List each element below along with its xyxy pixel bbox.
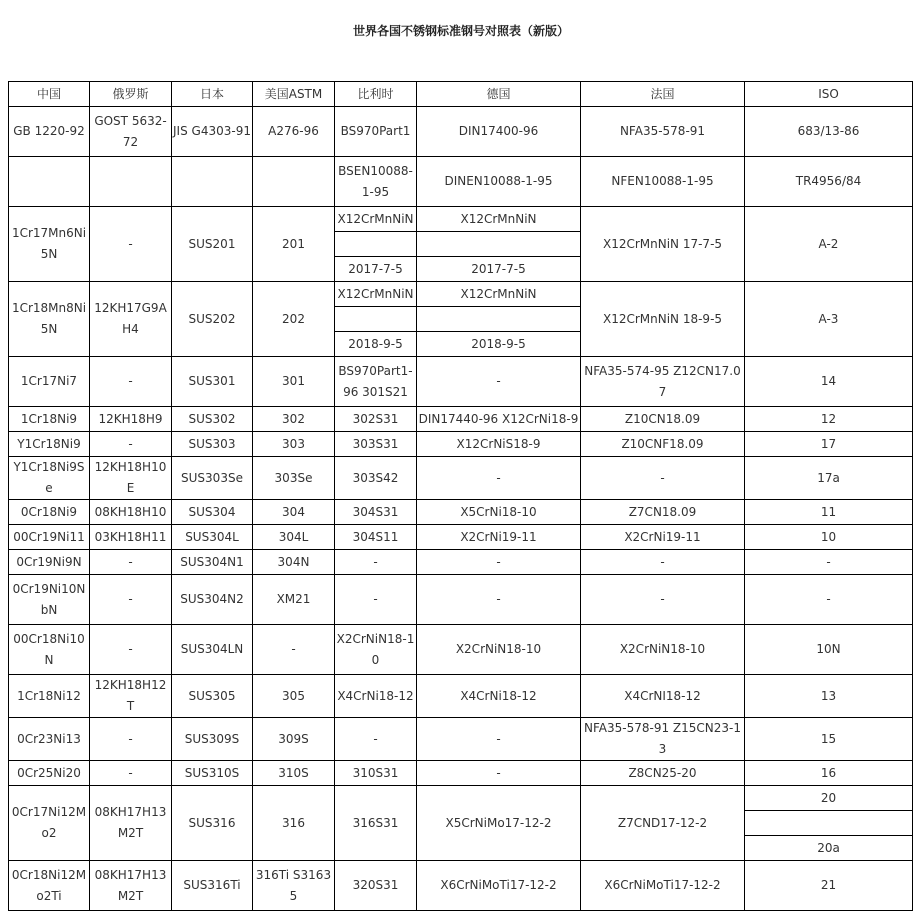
table-cell: 00Cr19Ni11 <box>9 525 90 550</box>
table-cell: X4CrNI18-12 <box>581 675 745 718</box>
table-cell <box>172 157 253 207</box>
table-cell: 12KH17G9AH4 <box>90 282 172 357</box>
table-cell: Z7CN18.09 <box>581 500 745 525</box>
table-cell: X5CrNi18-10 <box>417 500 581 525</box>
table-row <box>9 282 913 307</box>
table-cell: A276-96 <box>253 107 335 157</box>
table-cell: DINEN10088-1-95 <box>417 157 581 207</box>
table-cell: - <box>417 761 581 786</box>
header-cell-japan: 日本 <box>172 82 253 107</box>
table-cell: 11 <box>745 500 913 525</box>
table-cell: X4CrNi18-12 <box>335 675 417 718</box>
table-cell: 304L <box>253 525 335 550</box>
table-cell: X6CrNiMoTi17-12-2 <box>581 861 745 911</box>
table-row <box>9 550 913 575</box>
table-cell: - <box>745 575 913 625</box>
table-cell: SUS301 <box>172 357 253 407</box>
header-cell-usa-astm: 美国ASTM <box>253 82 335 107</box>
table-cell: SUS304N2 <box>172 575 253 625</box>
table-row <box>9 157 913 207</box>
table-cell: Z10CNF18.09 <box>581 432 745 457</box>
table-cell: X4CrNi18-12 <box>417 675 581 718</box>
table-cell: X6CrNiMoTi17-12-2 <box>417 861 581 911</box>
table-cell: 08KH18H10 <box>90 500 172 525</box>
table-cell: 316Ti S31635 <box>253 861 335 911</box>
table-cell: 303S42 <box>335 457 417 500</box>
table-cell: 21 <box>745 861 913 911</box>
table-cell: - <box>417 575 581 625</box>
table-row <box>9 718 913 761</box>
table-cell: 304 <box>253 500 335 525</box>
table-cell: 0Cr19Ni9N <box>9 550 90 575</box>
table-cell: 1Cr17Ni7 <box>9 357 90 407</box>
table-cell <box>417 307 581 332</box>
table-cell: 2018-9-5 <box>335 332 417 357</box>
table-row <box>9 107 913 157</box>
table-cell: 1Cr17Mn6Ni5N <box>9 207 90 282</box>
table-cell: A-3 <box>745 282 913 357</box>
table-cell: 2017-7-5 <box>417 257 581 282</box>
table-cell: 0Cr18Ni9 <box>9 500 90 525</box>
table-cell: - <box>90 718 172 761</box>
table-cell: X2CrNiN18-10 <box>417 625 581 675</box>
table-cell: - <box>335 550 417 575</box>
table-row <box>9 675 913 718</box>
table-cell: - <box>417 357 581 407</box>
table-cell: GOST 5632-72 <box>90 107 172 157</box>
table-cell: GB 1220-92 <box>9 107 90 157</box>
table-row <box>9 500 913 525</box>
table-row <box>9 407 913 432</box>
table-row <box>9 525 913 550</box>
table-cell: 20 <box>745 786 913 811</box>
table-row <box>9 761 913 786</box>
table-cell: 20a <box>745 836 913 861</box>
table-cell: SUS304LN <box>172 625 253 675</box>
table-cell: Z7CND17-12-2 <box>581 786 745 861</box>
table-cell: 1Cr18Ni9 <box>9 407 90 432</box>
table-cell: 309S <box>253 718 335 761</box>
header-row <box>9 82 913 107</box>
table-cell: X12CrMnNiN 18-9-5 <box>581 282 745 357</box>
table-cell: - <box>745 550 913 575</box>
table-cell: X12CrMnNiN 17-7-5 <box>581 207 745 282</box>
table-cell: X2CrNiN18-10 <box>581 625 745 675</box>
table-cell: 2017-7-5 <box>335 257 417 282</box>
table-cell: 310S <box>253 761 335 786</box>
table-cell: 302S31 <box>335 407 417 432</box>
table-cell: 0Cr19Ni10NbN <box>9 575 90 625</box>
table-cell: Y1Cr18Ni9 <box>9 432 90 457</box>
table-cell: NFEN10088-1-95 <box>581 157 745 207</box>
table-cell: 10 <box>745 525 913 550</box>
header-cell-france: 法国 <box>581 82 745 107</box>
table-cell: Y1Cr18Ni9Se <box>9 457 90 500</box>
table-cell <box>417 232 581 257</box>
table-cell: 320S31 <box>335 861 417 911</box>
table-row <box>9 575 913 625</box>
table-cell: 12KH18H9 <box>90 407 172 432</box>
table-cell: SUS201 <box>172 207 253 282</box>
table-cell: SUS303Se <box>172 457 253 500</box>
header-cell-germany: 德国 <box>417 82 581 107</box>
table-cell: - <box>335 718 417 761</box>
table-cell: BS970Part1 <box>335 107 417 157</box>
page-title: 世界各国不锈钢标准钢号对照表（新版） <box>352 24 569 38</box>
table-cell: 0Cr25Ni20 <box>9 761 90 786</box>
table-cell: X12CrNiS18-9 <box>417 432 581 457</box>
table-cell <box>335 232 417 257</box>
table-row <box>9 357 913 407</box>
table-cell: 302 <box>253 407 335 432</box>
table-cell: 0Cr23Ni13 <box>9 718 90 761</box>
table-cell: X2CrNi19-11 <box>581 525 745 550</box>
table-cell: X12CrMnNiN <box>417 207 581 232</box>
table-row <box>9 625 913 675</box>
table-cell: 08KH17H13M2T <box>90 861 172 911</box>
table-cell: JIS G4303-91 <box>172 107 253 157</box>
table-cell <box>90 157 172 207</box>
header-cell-iso: ISO <box>745 82 913 107</box>
table-cell <box>335 307 417 332</box>
table-cell: - <box>581 457 745 500</box>
table-cell: - <box>417 718 581 761</box>
table-cell: TR4956/84 <box>745 157 913 207</box>
table-cell: SUS303 <box>172 432 253 457</box>
table-cell: 00Cr18Ni10N <box>9 625 90 675</box>
table-cell: XM21 <box>253 575 335 625</box>
table-cell: A-2 <box>745 207 913 282</box>
table-cell: 10N <box>745 625 913 675</box>
table-cell: 15 <box>745 718 913 761</box>
table-cell: X2CrNiN18-10 <box>335 625 417 675</box>
table-cell: 12KH18H10E <box>90 457 172 500</box>
table-row <box>9 861 913 911</box>
table-cell: SUS304 <box>172 500 253 525</box>
table-cell: SUS316Ti <box>172 861 253 911</box>
table-cell: Z8CN25-20 <box>581 761 745 786</box>
table-cell: - <box>90 761 172 786</box>
table-cell: 202 <box>253 282 335 357</box>
table-cell: NFA35-574-95 Z12CN17.07 <box>581 357 745 407</box>
table-cell: BS970Part1-96 301S21 <box>335 357 417 407</box>
table-cell: X2CrNi19-11 <box>417 525 581 550</box>
table-cell: 301 <box>253 357 335 407</box>
table-cell: 303S31 <box>335 432 417 457</box>
table-cell: 1Cr18Mn8Ni5N <box>9 282 90 357</box>
table-cell: SUS309S <box>172 718 253 761</box>
table-row <box>9 786 913 811</box>
table-cell: 0Cr17Ni12Mo2 <box>9 786 90 861</box>
table-cell: Z10CN18.09 <box>581 407 745 432</box>
table-cell <box>253 157 335 207</box>
table-cell: 310S31 <box>335 761 417 786</box>
table-row <box>9 432 913 457</box>
table-cell: 0Cr18Ni12Mo2Ti <box>9 861 90 911</box>
table-cell <box>9 157 90 207</box>
table-cell: 03KH18H11 <box>90 525 172 550</box>
table-cell: 303 <box>253 432 335 457</box>
table-cell: 17a <box>745 457 913 500</box>
table-cell: 316S31 <box>335 786 417 861</box>
table-cell: SUS310S <box>172 761 253 786</box>
table-cell: 13 <box>745 675 913 718</box>
table-cell: - <box>90 432 172 457</box>
table-cell: X5CrNiMo17-12-2 <box>417 786 581 861</box>
table-cell: 1Cr18Ni12 <box>9 675 90 718</box>
table-cell: - <box>581 575 745 625</box>
table-cell: - <box>335 575 417 625</box>
table-cell: X12CrMnNiN <box>335 207 417 232</box>
steel-grade-table <box>8 81 913 911</box>
table-cell: SUS316 <box>172 786 253 861</box>
table-cell: 12 <box>745 407 913 432</box>
table-cell: SUS304L <box>172 525 253 550</box>
table-cell: 303Se <box>253 457 335 500</box>
table-cell: X12CrMnNiN <box>335 282 417 307</box>
table-cell: DIN17440-96 X12CrNi18-9 <box>417 407 581 432</box>
table-cell: 304S31 <box>335 500 417 525</box>
table-cell: SUS305 <box>172 675 253 718</box>
table-cell: BSEN10088-1-95 <box>335 157 417 207</box>
table-cell <box>745 811 913 836</box>
table-cell: SUS202 <box>172 282 253 357</box>
table-cell: 304S11 <box>335 525 417 550</box>
table-cell: - <box>90 357 172 407</box>
table-row <box>9 207 913 232</box>
header-cell-russia: 俄罗斯 <box>90 82 172 107</box>
table-cell: DIN17400-96 <box>417 107 581 157</box>
table-cell: 201 <box>253 207 335 282</box>
table-cell: - <box>90 625 172 675</box>
table-cell: X12CrMnNiN <box>417 282 581 307</box>
table-cell: 304N <box>253 550 335 575</box>
header-cell-china: 中国 <box>9 82 90 107</box>
table-cell: 08KH17H13M2T <box>90 786 172 861</box>
table-cell: - <box>90 550 172 575</box>
table-cell: 17 <box>745 432 913 457</box>
header-cell-belgium: 比利时 <box>335 82 417 107</box>
table-cell: NFA35-578-91 Z15CN23-13 <box>581 718 745 761</box>
table-cell: - <box>417 550 581 575</box>
table-cell: 316 <box>253 786 335 861</box>
table-cell: NFA35-578-91 <box>581 107 745 157</box>
table-cell: SUS304N1 <box>172 550 253 575</box>
table-cell: - <box>417 457 581 500</box>
table-cell: 16 <box>745 761 913 786</box>
table-cell: - <box>90 575 172 625</box>
table-cell: - <box>581 550 745 575</box>
table-cell: 305 <box>253 675 335 718</box>
table-cell: 14 <box>745 357 913 407</box>
table-cell: - <box>90 207 172 282</box>
table-row <box>9 457 913 500</box>
table-cell: 12KH18H12T <box>90 675 172 718</box>
table-cell: SUS302 <box>172 407 253 432</box>
table-cell: - <box>253 625 335 675</box>
table-cell: 683/13-86 <box>745 107 913 157</box>
table-cell: 2018-9-5 <box>417 332 581 357</box>
